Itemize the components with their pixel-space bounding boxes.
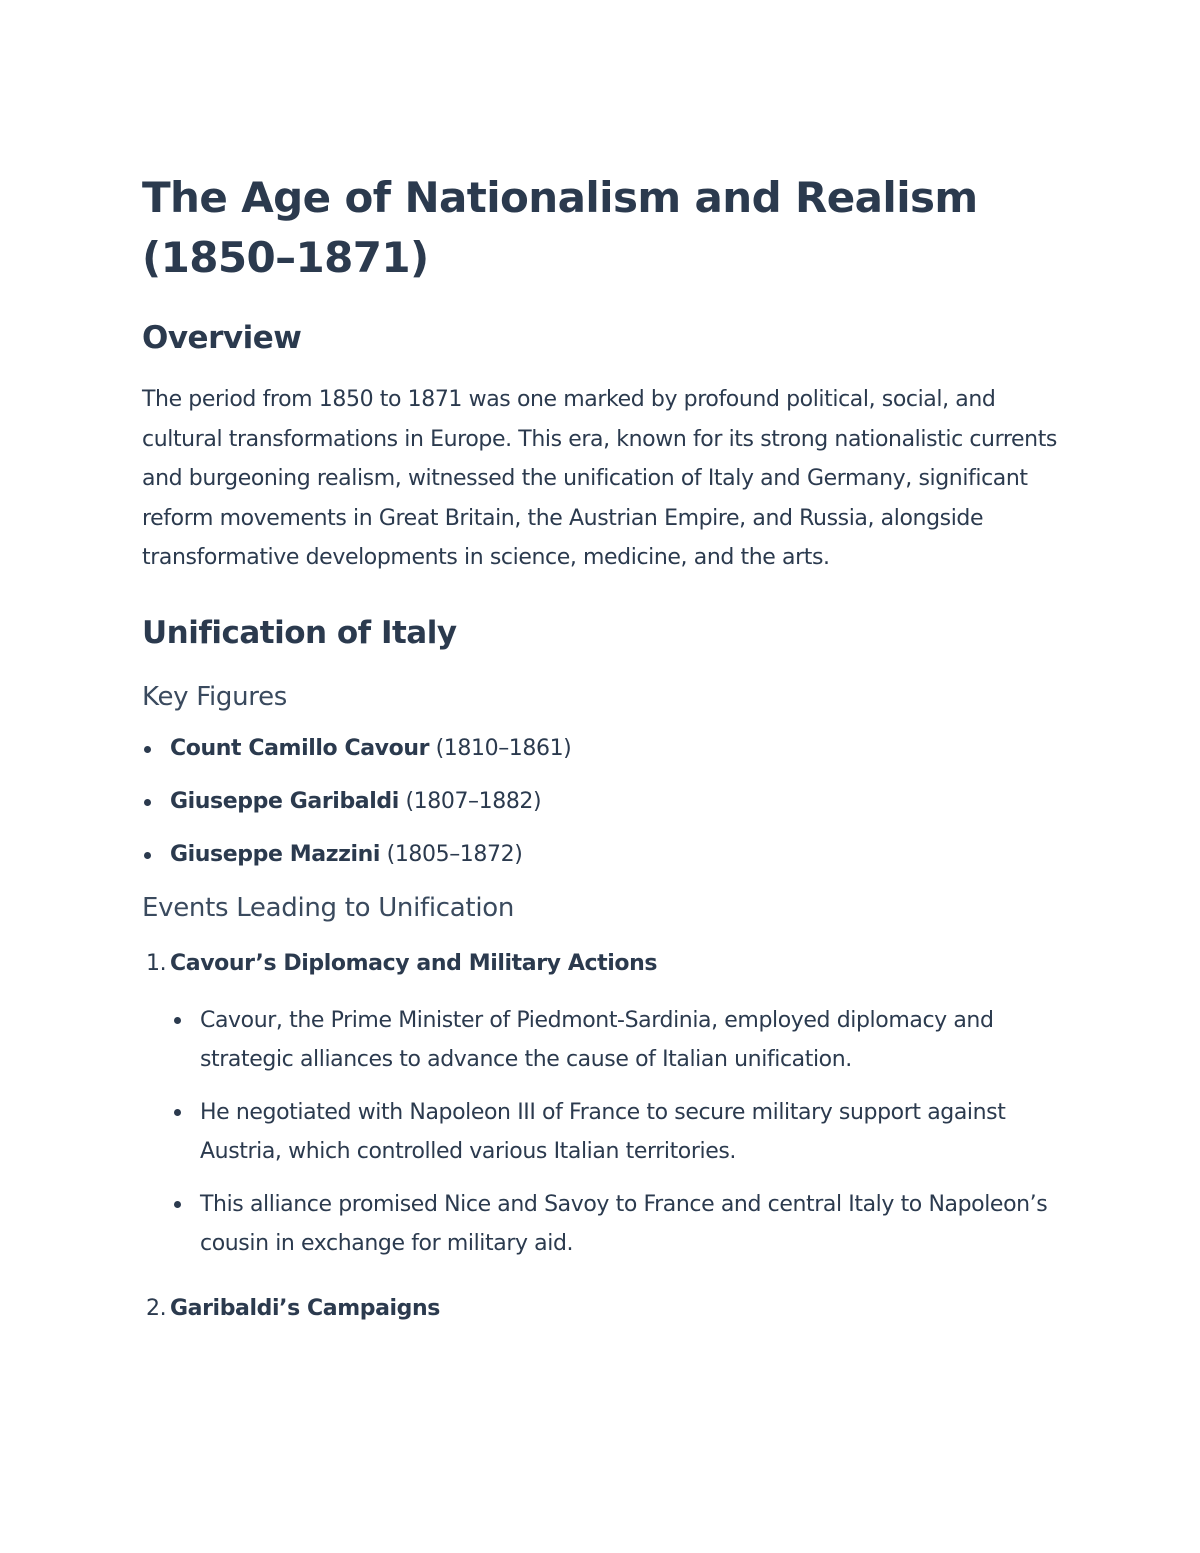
step-points-list [142, 1001, 1072, 1264]
list-item: Cavour, the Prime Minister of Piedmont-Sardinia, employed diplomacy and strategic alliances to advance the cause of Italian unification. [172, 1001, 1072, 1080]
figure-dates: (1805–1872) [380, 841, 523, 867]
list-item: He negotiated with Napoleon III of France to secure military support against Austria, which controlled various Italian territories. [172, 1093, 1072, 1172]
step-title: Cavour’s Diplomacy and Military Actions [170, 950, 658, 976]
step-number: 2. [146, 1295, 167, 1321]
list-item: This alliance promised Nice and Savoy to France and central Italy to Napoleon’s cousin in exchange for military aid. [172, 1185, 1072, 1264]
overview-heading: Overview [142, 320, 302, 356]
events-heading: Events Leading to Unification [142, 892, 515, 923]
list-item [142, 787, 1072, 817]
key-figures-list [142, 734, 1072, 870]
figure-dates: (1810–1861) [429, 735, 572, 761]
list-item [142, 734, 1072, 764]
figure-name: Giuseppe Mazzini [170, 841, 381, 867]
document-page [142, 168, 1072, 1324]
figure-dates: (1807–1882) [398, 788, 542, 814]
key-figures-heading: Key Figures [142, 681, 288, 712]
overview-paragraph: The period from 1850 to 1871 was one marked by profound political, social, and cultural transformations in Europe. This era, known for its strong nationalistic currents and burgeoning realism, witnessed the unification of Italy and Germany, significant reform movements in Great Britain, the Austrian Empire, and Russia, alongside transformative developments in science, medicine, and the arts. [142, 387, 1057, 570]
unification-italy-heading: Unification of Italy [142, 614, 457, 651]
figure-name: Giuseppe Garibaldi [170, 788, 399, 814]
event-step [142, 949, 1072, 979]
list-item [142, 840, 1072, 870]
page-title: The Age of Nationalism and Realism (1850–1871) [142, 173, 978, 282]
event-step [142, 1294, 1072, 1324]
step-title: Garibaldi’s Campaigns [170, 1295, 440, 1321]
figure-name: Count Camillo Cavour [170, 735, 430, 761]
step-number: 1. [146, 950, 167, 976]
